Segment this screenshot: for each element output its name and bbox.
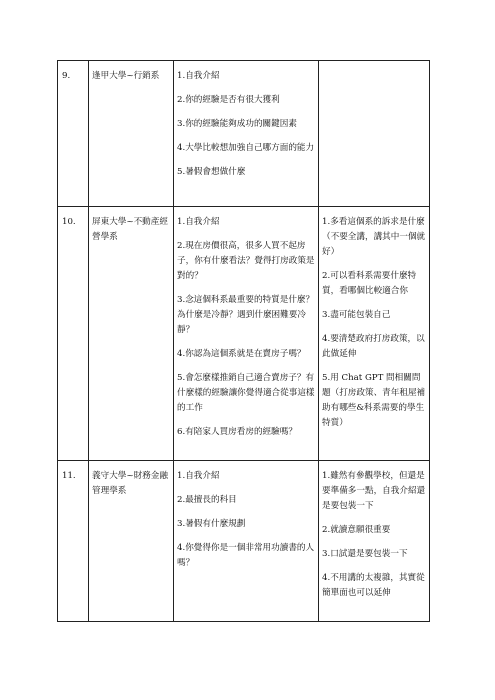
questions-cell bbox=[174, 207, 319, 461]
table-row bbox=[58, 461, 430, 622]
row-number: 10. bbox=[62, 217, 76, 227]
school-department: 逢甲大學~行銷系 bbox=[92, 71, 160, 81]
school-cell bbox=[89, 61, 174, 207]
notes-cell bbox=[319, 461, 430, 622]
school-department: 義守大學~財務金融管理學系 bbox=[92, 471, 168, 496]
interview-table bbox=[57, 60, 430, 622]
notes-cell bbox=[319, 61, 430, 207]
note-item: 3.盡可能包裝自己 bbox=[322, 310, 391, 320]
question-item: 1.自我介紹 bbox=[177, 471, 220, 481]
table-row bbox=[58, 61, 430, 207]
questions-cell bbox=[174, 461, 319, 622]
row-number-cell bbox=[58, 461, 89, 622]
question-item: 5.會怎麼樣推銷自己適合賣房子？有什麼樣的經驗讓你覺得適合從事這樣的工作 bbox=[177, 373, 315, 413]
question-item: 4.大學比較想加強自己哪方面的能力 bbox=[177, 143, 315, 153]
questions-cell bbox=[174, 61, 319, 207]
question-item: 6.有陪家人買房看房的經驗嗎？ bbox=[177, 427, 297, 437]
question-item: 3.暑假有什麼規劃 bbox=[177, 519, 246, 529]
note-item: 1.雖然有參觀學校，但還是要準備多一點，自我介紹還是要包裝一下 bbox=[322, 471, 426, 511]
row-number-cell bbox=[58, 207, 89, 461]
question-item: 2.現在房價很高，很多人買不起房子，你有什麼看法？覺得打房政策是對的？ bbox=[177, 241, 315, 281]
question-item: 3.念這個科系最重要的特質是什麼？為什麼是冷靜？遇到什麼困難要冷靜？ bbox=[177, 295, 315, 335]
row-number: 9. bbox=[62, 71, 71, 81]
question-item: 1.自我介紹 bbox=[177, 71, 220, 81]
table-row bbox=[58, 207, 430, 461]
note-item: 4.不用講的太複雜，其實從簡單面也可以延伸 bbox=[322, 573, 425, 598]
note-item: 1.多看這個系的訴求是什麼（不要全講，講其中一個就好） bbox=[322, 217, 426, 257]
row-number: 11. bbox=[62, 471, 76, 481]
question-item: 5.暑假會想做什麼 bbox=[177, 167, 246, 177]
question-item: 2.你的經驗是否有很大獲利 bbox=[177, 95, 280, 105]
school-cell bbox=[89, 461, 174, 622]
school-cell bbox=[89, 207, 174, 461]
note-item: 3.口試還是要包裝一下 bbox=[322, 549, 408, 559]
question-item: 2.最擅長的科目 bbox=[177, 495, 237, 505]
row-number-cell bbox=[58, 61, 89, 207]
question-item: 4.你覺得你是一個非常用功讀書的人嗎？ bbox=[177, 543, 315, 568]
school-department: 屏東大學~不動產經營學系 bbox=[92, 217, 168, 242]
question-item: 3.你的經驗能夠成功的關鍵因素 bbox=[177, 119, 297, 129]
note-item: 5.用 Chat GPT 問相關問題（打房政策、青年租屋補助有哪些&科系需要的學生特質） bbox=[322, 373, 426, 428]
note-item: 2.可以看科系需要什麼特質，看哪個比較適合你 bbox=[322, 271, 417, 296]
question-item: 4.你認為這個系就是在賣房子嗎？ bbox=[177, 349, 306, 359]
note-item: 2.就讀意願很重要 bbox=[322, 525, 391, 535]
notes-cell bbox=[319, 207, 430, 461]
question-item: 1.自我介紹 bbox=[177, 217, 220, 227]
note-item: 4.要清楚政府打房政策，以此做延伸 bbox=[322, 334, 425, 359]
